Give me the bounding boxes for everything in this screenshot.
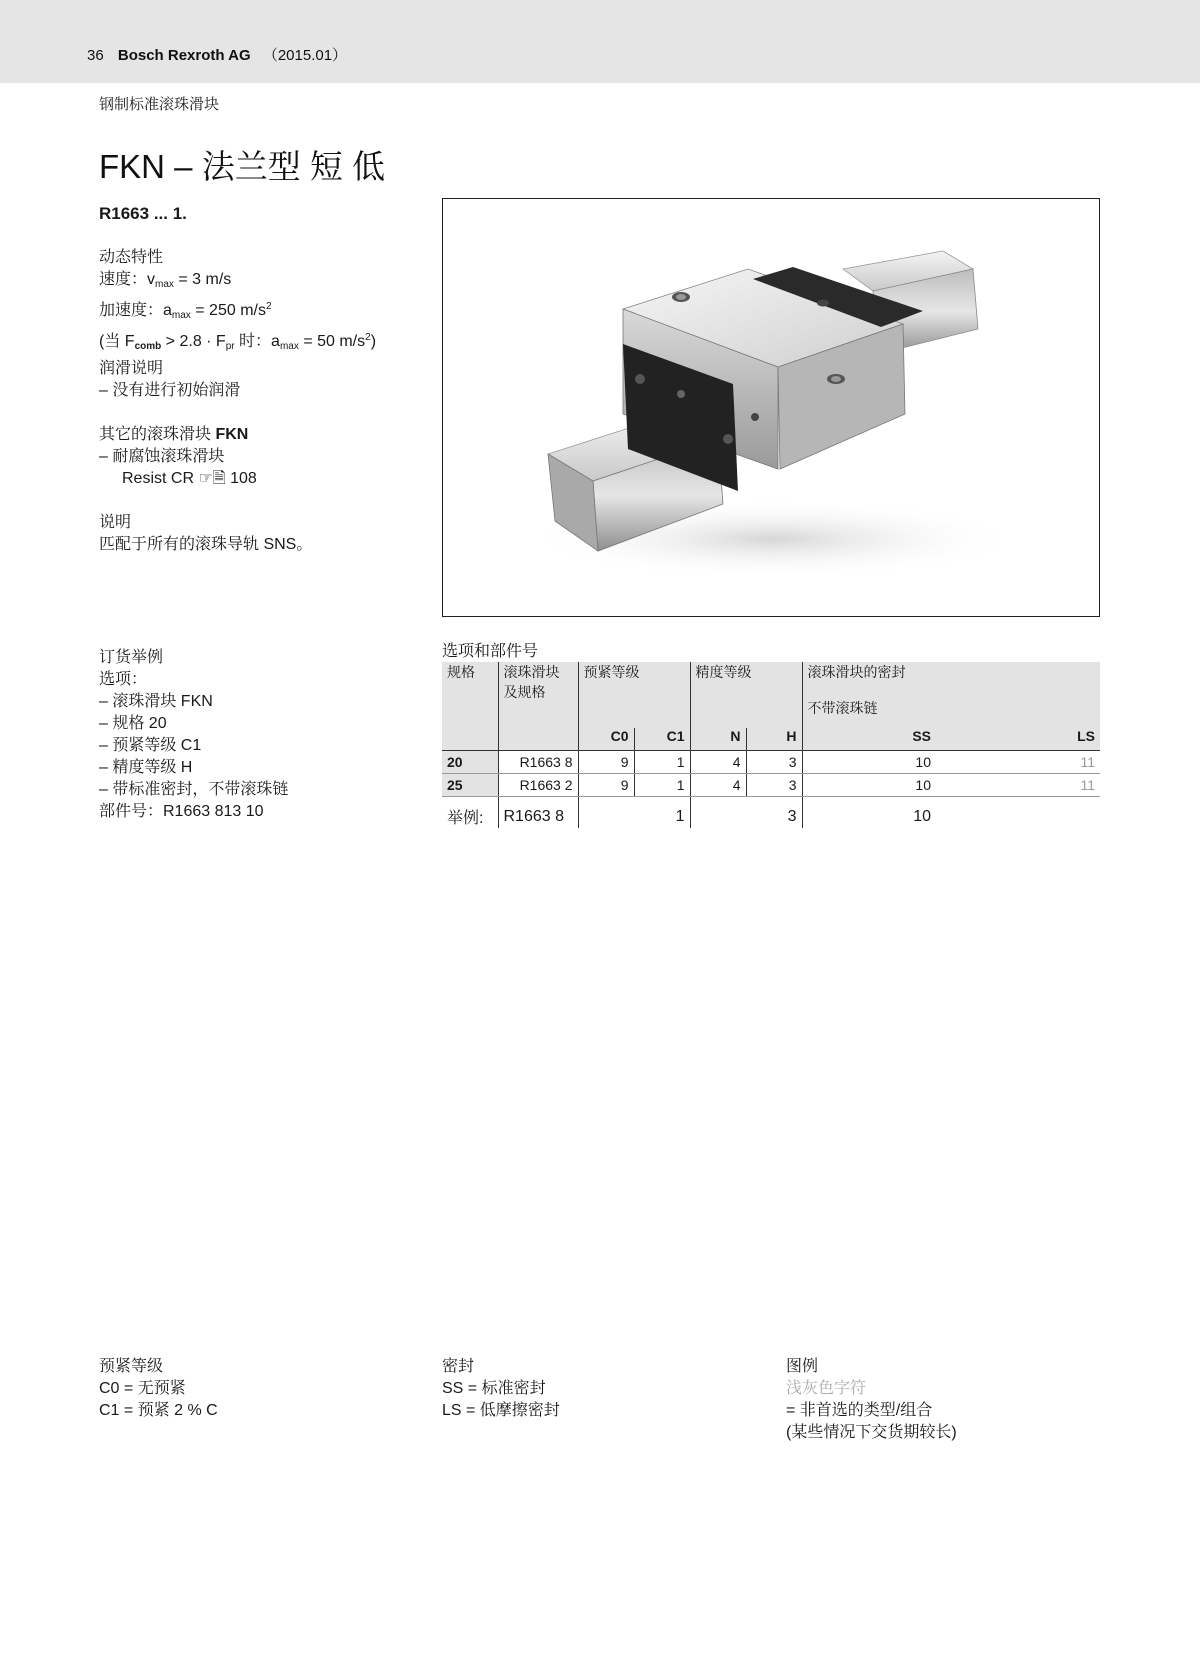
company-name: Bosch Rexroth AG [117, 47, 251, 64]
edition: （2015.01） [262, 47, 348, 64]
cell-c1: 1 [634, 774, 690, 797]
header-ss: SS [802, 728, 936, 751]
order-item: – 精度等级 H [99, 759, 193, 776]
footer-legend-grey: 浅灰色字符 [786, 1380, 867, 1397]
example-part: R1663 8 [498, 797, 578, 829]
header-n: N [690, 728, 746, 751]
table-row [442, 774, 1100, 797]
order-item: – 滚珠滑块 FKN [99, 693, 213, 710]
header-band [0, 0, 1200, 83]
speed-line: 速度：$v_{max} = 3$ m/s [99, 271, 232, 290]
cell-h: 3 [746, 751, 802, 774]
header-c0: C0 [578, 728, 634, 751]
cell-n: 4 [690, 751, 746, 774]
accel-condition-line: (当 $F_{comb} > 2.8 \cdot F_{pr}$ 时：$a_{max} = 50$ $m/s^2$) [99, 332, 377, 352]
other-blocks-heading: 其它的滚珠滑块 FKN [99, 426, 249, 443]
header-c1: C1 [634, 728, 690, 751]
other-blocks-block [99, 424, 257, 490]
footer-seal-line: SS = 标准密封 [442, 1380, 546, 1397]
example-c1: 1 [578, 797, 690, 829]
footer-preload-line: C0 = 无预紧 [99, 1380, 186, 1397]
order-item: – 预紧等级 C1 [99, 737, 202, 754]
footer-preload [99, 1356, 218, 1422]
other-blocks-item: – 耐腐蚀滚珠滑块 [99, 448, 225, 465]
order-part-number: 部件号：R1663 813 10 [99, 803, 264, 820]
page-number: 36 [87, 47, 104, 64]
cell-ss: 10 [802, 751, 936, 774]
cell-ss: 10 [802, 774, 936, 797]
header-h: H [746, 728, 802, 751]
linear-guide-block-image [443, 199, 1098, 615]
cell-c1: 1 [634, 751, 690, 774]
cell-ls: 11 [936, 751, 1100, 774]
accel-line: 加速度：$a_{max} = 250$ $m/s^2$ [99, 301, 272, 321]
notes-heading: 说明 [99, 514, 132, 531]
cell-n: 4 [690, 774, 746, 797]
resist-cr-reference: Resist CR ☞🗎 108 [122, 470, 257, 487]
table-row [442, 751, 1100, 774]
part-code: R1663 ... 1. [99, 204, 187, 223]
footer-legend [786, 1356, 957, 1444]
footer-legend-heading: 图例 [786, 1358, 819, 1375]
footer-legend-line: = 非首选的类型/组合 [786, 1402, 933, 1419]
order-item: – 规格 20 [99, 715, 167, 732]
footer-preload-heading: 预紧等级 [99, 1358, 164, 1375]
table-header-row [442, 662, 1100, 728]
cell-size: 25 [442, 774, 498, 797]
notes-text: 匹配于所有的滚珠导轨 SNS。 [99, 536, 313, 553]
footer-legend-line: (某些情况下交货期较长) [786, 1424, 957, 1441]
header-preload: 预紧等级 [578, 662, 690, 728]
header-size: 规格 [442, 662, 498, 728]
lubrication-block [99, 358, 240, 402]
cell-ls: 11 [936, 774, 1100, 797]
table-subheader-row [442, 728, 1100, 751]
dynamics-heading: 动态特性 [99, 249, 164, 266]
cell-part: R1663 8 [498, 751, 578, 774]
example-h: 3 [690, 797, 802, 829]
footer-seal-line: LS = 低摩擦密封 [442, 1402, 560, 1419]
dynamics-block [99, 247, 376, 358]
cell-c0: 9 [578, 751, 634, 774]
lubrication-heading: 润滑说明 [99, 360, 164, 377]
header-block-size: 滚珠滑块 及规格 [498, 662, 578, 728]
order-item: – 带标准密封，不带滚珠链 [99, 781, 289, 798]
section-label: 钢制标准滚珠滑块 [99, 96, 220, 113]
header-seal: 滚珠滑块的密封 不带滚珠链 [802, 662, 1100, 728]
order-example-block [99, 647, 288, 823]
cell-c0: 9 [578, 774, 634, 797]
notes-block [99, 512, 312, 556]
cell-h: 3 [746, 774, 802, 797]
cell-size: 20 [442, 751, 498, 774]
example-ss: 10 [802, 797, 936, 829]
footer-seal-heading: 密封 [442, 1358, 475, 1375]
order-example-heading: 订货举例 [99, 649, 164, 666]
page-title: FKN – 法兰型 短 低 [99, 148, 386, 185]
lubrication-item: – 没有进行初始润滑 [99, 382, 241, 399]
footer-seal [442, 1356, 560, 1422]
cell-part: R1663 2 [498, 774, 578, 797]
header-ls: LS [936, 728, 1100, 751]
footer-preload-line: C1 = 预紧 2 % C [99, 1402, 218, 1419]
order-options-label: 选项： [99, 671, 148, 688]
page-header [87, 44, 347, 65]
product-photo [442, 198, 1100, 617]
options-table [442, 662, 1100, 828]
example-row [442, 797, 1100, 829]
header-accuracy: 精度等级 [690, 662, 802, 728]
example-label: 举例: [442, 797, 498, 829]
options-table-title: 选项和部件号 [442, 643, 539, 660]
